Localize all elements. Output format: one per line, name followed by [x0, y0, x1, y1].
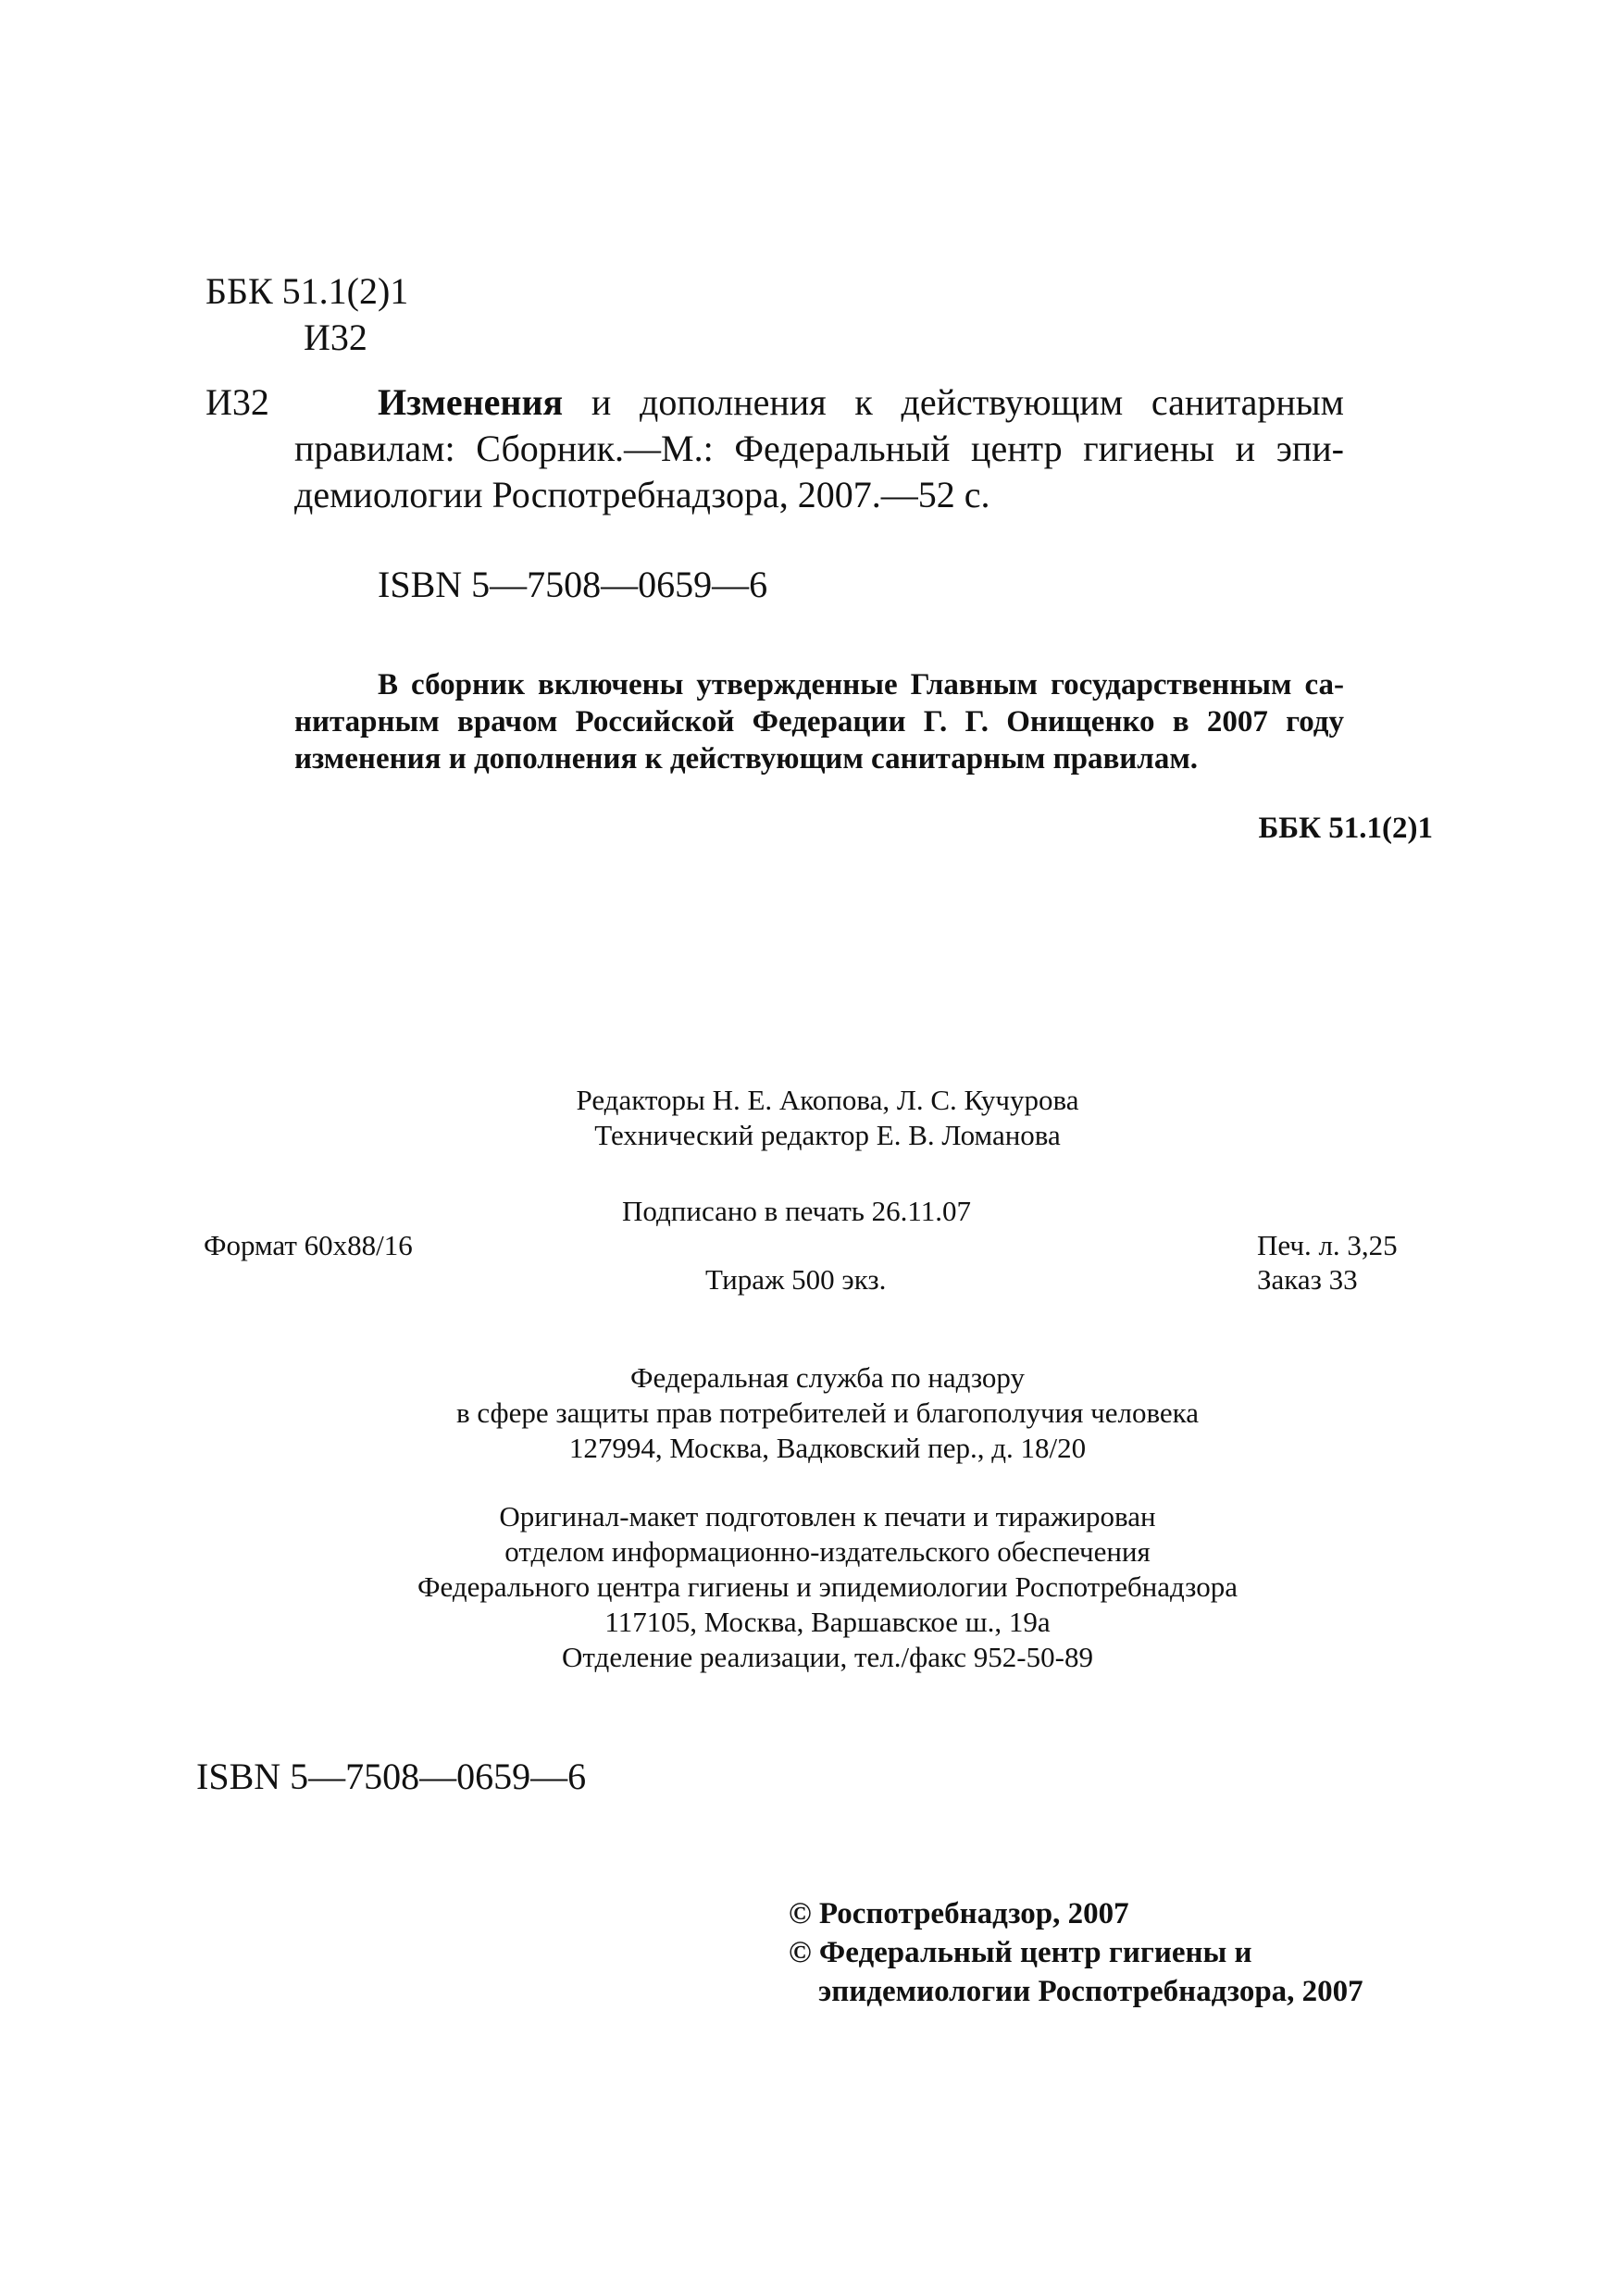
entry-line-1-rest: и дополнения к действующим санитарным [591, 381, 1344, 423]
bbk-code: ББК 51.1(2)1 [205, 270, 409, 312]
entry-mark: И32 [205, 381, 269, 423]
print-run: Тираж 500 экз. [705, 1263, 887, 1296]
annotation-line-1: В сборник включены утвержденные Главным государственным са- [378, 668, 1344, 701]
publisher-address: 127994, Москва, Вадковский пер., д. 18/20 [568, 1432, 1087, 1464]
copyright-line-2: © Федеральный центр гигиены и [789, 1936, 1252, 1969]
isbn-bottom: ISBN 5—7508—0659—6 [196, 1756, 587, 1797]
editors: Редакторы Н. Е. Акопова, Л. С. Кучурова [576, 1084, 1079, 1116]
signed-date: Подписано в печать 26.11.07 [622, 1195, 971, 1227]
entry-line-3: демиологии Роспотребнадзора, 2007.—52 с. [294, 474, 990, 515]
tech-editor: Технический редактор Е. В. Ломанова [594, 1119, 1061, 1151]
sales-department: Отделение реализации, тел./факс 952-50-89 [562, 1641, 1093, 1673]
printer-address: 117105, Москва, Варшавское ш., 19а [604, 1606, 1051, 1638]
entry-title: Изменения [378, 381, 564, 423]
copyright-line-3: эпидемиологии Роспотребнадзора, 2007 [818, 1975, 1363, 2008]
printer-line-2: отделом информационно-издательского обеспечения [504, 1535, 1151, 1568]
entry-line-2: правилам: Сборник.—М.: Федеральный центр гигиены и эпи- [294, 428, 1344, 469]
format: Формат 60x88/16 [204, 1229, 413, 1261]
copyright-line-1: © Роспотребнадзор, 2007 [789, 1897, 1129, 1930]
annotation-line-2: нитарным врачом Российской Федерации Г. Г. Онищенко в 2007 году [294, 705, 1344, 738]
bbk-right: ББК 51.1(2)1 [1258, 812, 1433, 845]
author-mark: И32 [304, 316, 367, 358]
order-number: Заказ 33 [1257, 1263, 1358, 1296]
entry-line-1 [378, 379, 1344, 426]
isbn-main: ISBN 5—7508—0659—6 [378, 564, 768, 605]
publisher-line-1: Федеральная служба по надзору [630, 1361, 1025, 1394]
publisher-line-2: в сфере защиты прав потребителей и благополучия человека [455, 1396, 1200, 1429]
printer-line-3: Федерального центра гигиены и эпидемиологии Роспотребнадзора [417, 1570, 1238, 1603]
print-sheets: Печ. л. 3,25 [1257, 1229, 1398, 1261]
printer-line-1: Оригинал-макет подготовлен к печати и тиражирован [499, 1500, 1156, 1533]
annotation-line-3: изменения и дополнения к действующим санитарным правилам. [294, 742, 1199, 776]
